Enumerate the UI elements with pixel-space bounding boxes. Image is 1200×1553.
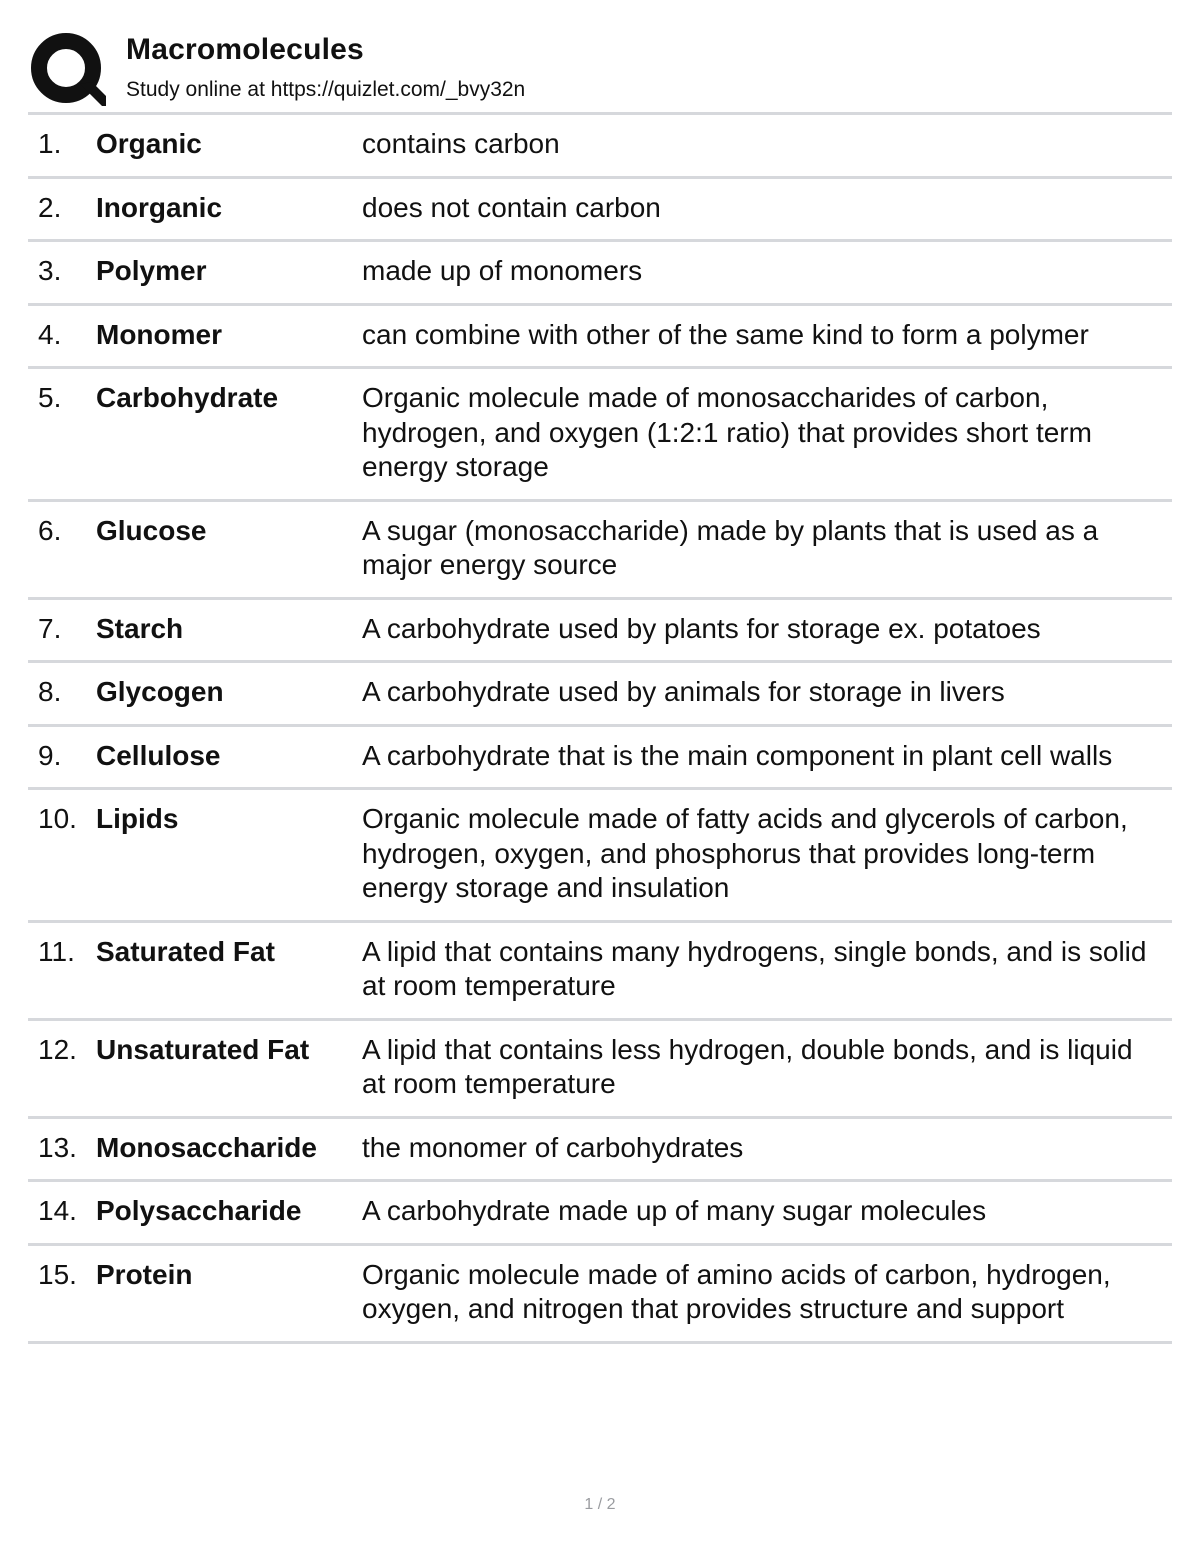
term-row bbox=[28, 727, 1172, 791]
term-number: 3. bbox=[38, 255, 62, 286]
term-row bbox=[28, 663, 1172, 727]
term-number: 14. bbox=[38, 1195, 77, 1226]
term-number: 6. bbox=[38, 514, 62, 546]
page-number: 1 / 2 bbox=[584, 1496, 616, 1513]
term-number: 7. bbox=[38, 612, 62, 644]
term-definition: A carbohydrate used by animals for storage in livers bbox=[362, 676, 1005, 707]
term-name: Carbohydrate bbox=[96, 382, 279, 413]
term-number: 2. bbox=[38, 191, 62, 223]
term-number: 11. bbox=[38, 935, 75, 967]
term-row bbox=[28, 600, 1172, 664]
page-title: Macromolecules bbox=[126, 33, 364, 66]
term-definition: Organic molecule made of monosaccharides of carbon, hydrogen, and oxygen (1:2:1 ratio) that provides short term energy storage bbox=[362, 382, 1092, 482]
quizlet-logo-icon bbox=[30, 32, 106, 108]
term-number: 1. bbox=[38, 128, 62, 159]
term-row bbox=[28, 306, 1172, 370]
term-number: 13. bbox=[38, 1131, 77, 1163]
term-name: Unsaturated Fat bbox=[96, 1033, 310, 1065]
term-number: 12. bbox=[38, 1033, 77, 1065]
term-number: 8. bbox=[38, 676, 62, 707]
term-number: 4. bbox=[38, 318, 62, 350]
term-row bbox=[28, 115, 1172, 179]
term-name: Polymer bbox=[96, 255, 207, 286]
term-name: Cellulose bbox=[96, 739, 221, 771]
term-definition: A lipid that contains less hydrogen, double bonds, and is liquid at room temperature bbox=[362, 1033, 1133, 1099]
term-name: Monosaccharide bbox=[96, 1131, 317, 1163]
term-name: Polysaccharide bbox=[96, 1195, 302, 1226]
term-row bbox=[28, 1246, 1172, 1344]
term-name: Glycogen bbox=[96, 676, 224, 707]
term-name: Monomer bbox=[96, 318, 222, 350]
term-definition: does not contain carbon bbox=[362, 191, 661, 223]
term-row bbox=[28, 790, 1172, 923]
term-definition: A carbohydrate used by plants for storage ex. potatoes bbox=[362, 612, 1041, 644]
term-name: Glucose bbox=[96, 514, 207, 546]
term-row bbox=[28, 369, 1172, 502]
term-definition: can combine with other of the same kind to form a polymer bbox=[362, 318, 1089, 350]
page-header bbox=[28, 30, 1172, 110]
term-number: 10. bbox=[38, 803, 77, 834]
term-name: Starch bbox=[96, 612, 184, 644]
term-number: 5. bbox=[38, 382, 62, 413]
term-row bbox=[28, 242, 1172, 306]
study-online-link[interactable]: Study online at https://quizlet.com/_bvy32n bbox=[126, 78, 526, 101]
term-name: Inorganic bbox=[96, 191, 223, 223]
term-row bbox=[28, 923, 1172, 1021]
term-definition: A carbohydrate that is the main component in plant cell walls bbox=[362, 739, 1113, 771]
term-list bbox=[28, 112, 1172, 1344]
term-number: 15. bbox=[38, 1258, 77, 1290]
term-name: Saturated Fat bbox=[96, 935, 275, 967]
term-definition: Organic molecule made of amino acids of carbon, hydrogen, oxygen, and nitrogen that provides structure and support bbox=[362, 1258, 1111, 1324]
term-name: Protein bbox=[96, 1258, 193, 1290]
term-name: Lipids bbox=[96, 803, 179, 834]
term-number: 9. bbox=[38, 739, 62, 771]
term-definition: A lipid that contains many hydrogens, single bonds, and is solid at room temperature bbox=[362, 935, 1147, 1001]
term-definition: contains carbon bbox=[362, 128, 560, 159]
term-row bbox=[28, 179, 1172, 243]
term-definition: A sugar (monosaccharide) made by plants that is used as a major energy source bbox=[362, 514, 1099, 580]
term-definition: made up of monomers bbox=[362, 255, 643, 286]
term-definition: A carbohydrate made up of many sugar molecules bbox=[362, 1195, 987, 1226]
term-definition: the monomer of carbohydrates bbox=[362, 1131, 744, 1163]
term-row bbox=[28, 1182, 1172, 1246]
term-name: Organic bbox=[96, 128, 202, 159]
term-definition: Organic molecule made of fatty acids and glycerols of carbon, hydrogen, oxygen, and phosphorus that provides long-term energy storage and insulation bbox=[362, 803, 1128, 903]
term-row bbox=[28, 1119, 1172, 1183]
term-row bbox=[28, 1021, 1172, 1119]
term-row bbox=[28, 502, 1172, 600]
